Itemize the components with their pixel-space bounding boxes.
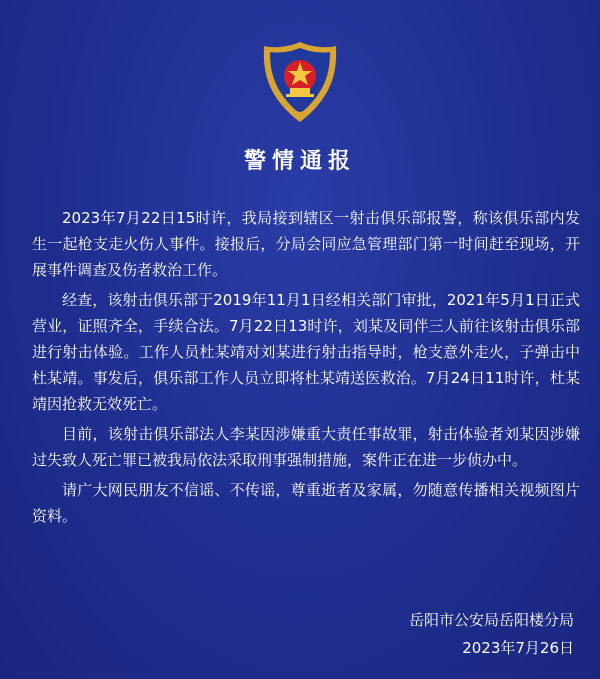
- signature-block: [409, 606, 574, 662]
- paragraph-appeal: 请广大网民朋友不信谣、不传谣，尊重逝者及家属，勿随意传播相关视频图片资料。: [32, 481, 580, 525]
- police-emblem-icon: [262, 40, 338, 124]
- paragraph-investigation: 经查，该射击俱乐部于2019年11月1日经相关部门审批，2021年5月1日正式营业，证照齐全，手续合法。7月22日13时许，刘某及同伴三人前往该射击俱乐部进行射击体验。工作人员杜某靖对刘某进行射击指导时，枪支意外走火，子弹击中杜某靖。事发后，俱乐部工作人员立即将杜某靖送医救治。7月24日11时许，杜某靖因抢救无效死亡。: [32, 291, 580, 413]
- issuer-name: 岳阳市公安局岳阳楼分局: [408, 611, 574, 629]
- paragraph-report: 2023年7月22日15时许，我局接到辖区一射击俱乐部报警，称该俱乐部内发生一起枪支走火伤人事件。接报后，分局会同应急管理部门第一时间赶至现场，开展事件调查及伤者救治工作。: [32, 209, 580, 279]
- notice-title: 警情通报: [243, 149, 356, 174]
- issue-date: 2023年7月26日: [462, 639, 574, 657]
- notice-body: [32, 205, 580, 533]
- paragraph-current-status: 目前，该射击俱乐部法人李某因涉嫌重大责任事故罪，射击体验者刘某因涉嫌过失致人死亡罪已被我局依法采取刑事强制措施，案件正在进一步侦办中。: [32, 425, 580, 469]
